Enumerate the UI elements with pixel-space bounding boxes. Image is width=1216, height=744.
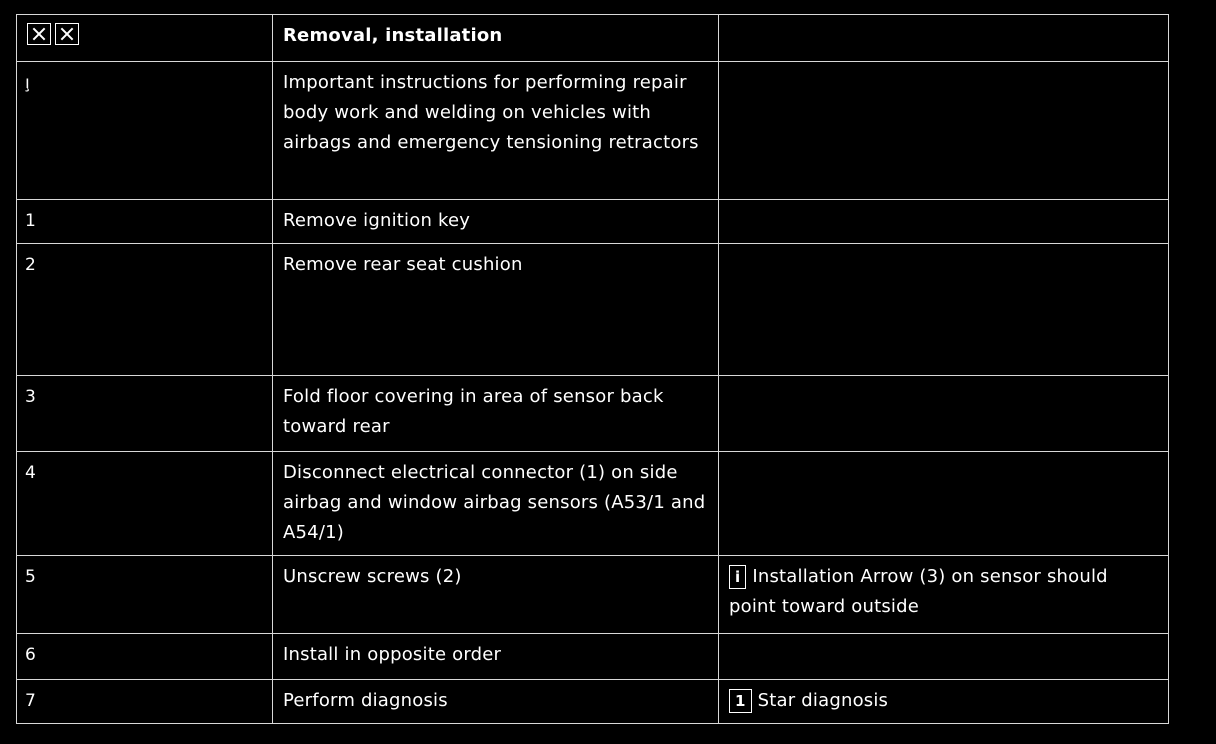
step-number: 4 [17,452,273,556]
step-action: Remove ignition key [273,200,719,244]
tool-icon [27,23,51,45]
step-number: 3 [17,376,273,452]
tool-icon [55,23,79,45]
step-action: Perform diagnosis [273,680,719,724]
table-row [17,556,1169,634]
step-note [719,200,1169,244]
step-number: 2 [17,244,273,376]
step-note [719,680,1169,724]
step-note [719,452,1169,556]
step-action: Fold floor covering in area of sensor back toward rear [273,376,719,452]
info-badge-icon: i [729,565,746,589]
step-number: 1 [17,200,273,244]
header-icons-cell [17,15,273,62]
step-action: Unscrew screws (2) [273,556,719,634]
step-action: Disconnect electrical connector (1) on side airbag and window airbag sensors (A53/1 and A54/1) [273,452,719,556]
note-marker: ı̧ [17,62,273,200]
step-note [719,62,1169,200]
info-badge-icon: 1 [729,689,752,713]
table-header-row [17,15,1169,62]
note-text: Installation Arrow (3) on sensor should point toward outside [729,566,1108,617]
step-note [719,244,1169,376]
table-row [17,62,1169,200]
step-note [719,376,1169,452]
table-row [17,376,1169,452]
step-number: 5 [17,556,273,634]
step-action: Remove rear seat cushion [273,244,719,376]
table-row [17,244,1169,376]
note-text: Star diagnosis [757,690,889,711]
section-title: Removal, installation [273,15,719,62]
step-note [719,556,1169,634]
step-number: 7 [17,680,273,724]
step-action: Install in opposite order [273,634,719,680]
header-right-cell [719,15,1169,62]
step-note [719,634,1169,680]
step-number: 6 [17,634,273,680]
table-row [17,680,1169,724]
procedure-sheet [16,14,1168,720]
table-row [17,634,1169,680]
table-row [17,452,1169,556]
table-row [17,200,1169,244]
step-action: Important instructions for performing repair body work and welding on vehicles with airbags and emergency tensioning retractors [273,62,719,200]
procedure-table [16,14,1169,724]
